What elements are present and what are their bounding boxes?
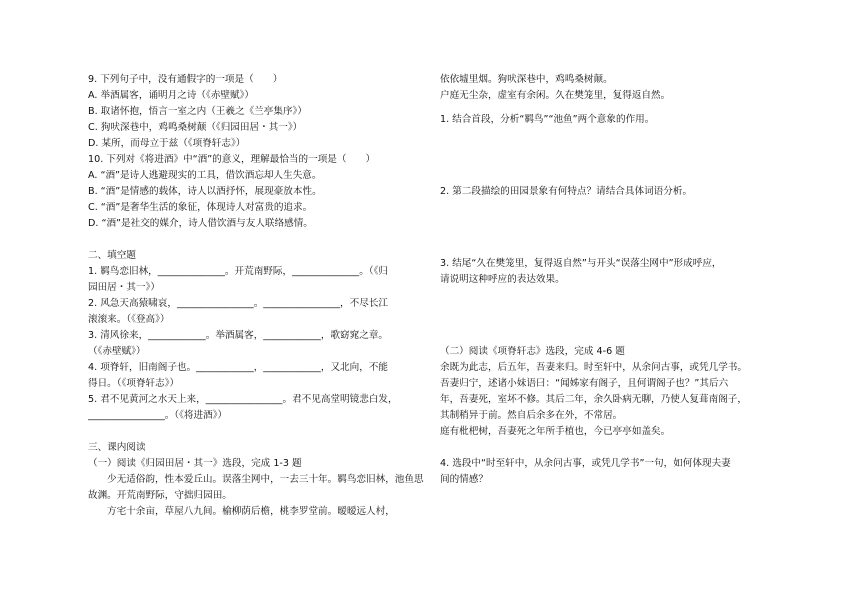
reading-1-title: （一）阅读《归园田居・其一》选段，完成 1-3 题 <box>88 458 302 469</box>
reading-2-line-1: 余既为此志，后五年，吾妻来归。时至轩中，从余问古事，或凭几学书。 <box>440 362 747 373</box>
reading-2-line-3: 年，吾妻死，室坏不修。其后二年，余久卧病无聊，乃使人复葺南阁子， <box>440 394 747 405</box>
reading-question-3-line-1: 3. 结尾“久在樊笼里，复得返自然”与开头“误落尘网中”形成呼应， <box>440 258 722 269</box>
q10-option-d: D. “酒”是社交的媒介，诗人借饮酒与友人联络感情。 <box>88 218 313 229</box>
fill-5-line-1: 5. 君不见黄河之水天上来，________________。君不见高堂明镜悲白发， <box>88 394 398 405</box>
left-column <box>88 72 426 520</box>
q9-option-c: C. 狗吠深巷中，鸡鸣桑树颠（《归园田居・其一》） <box>88 122 303 133</box>
section-2-title: 二、填空题 <box>88 250 136 261</box>
fill-2-line-2: 滚滚来。（《登高》） <box>88 314 170 325</box>
reading-question-3-line-2: 请说明这种呼应的表达效果。 <box>440 274 565 285</box>
q10-option-b: B. “酒”是情感的载体，诗人以酒抒怀，展现豪放本性。 <box>88 186 322 197</box>
fill-3-line-2: （《赤壁赋》） <box>88 346 146 357</box>
reading-2-line-5: 庭有枇杷树，吾妻死之年所手植也，今已亭亭如盖矣。 <box>440 426 671 437</box>
reading-question-1: 1. 结合首段，分析“羁鸟”“池鱼”两个意象的作用。 <box>440 114 655 125</box>
reading-1-paragraph-2: 方宅十余亩，草屋八九间。榆柳荫后檐，桃李罗堂前。暧暧远人村， <box>107 506 395 517</box>
question-10: 10. 下列对《将进酒》中“酒”的意义，理解最恰当的一项是（ ） <box>88 154 376 165</box>
q9-option-a: A. 举酒属客，诵明月之诗（《赤壁赋》） <box>88 90 254 101</box>
reading-question-4-line-1: 4. 选段中“时至轩中，从余问古事，或凭几学书”一句，如何体现夫妻 <box>440 458 731 469</box>
q10-option-a: A. “酒”是诗人逃避现实的工具，借饮酒忘却人生失意。 <box>88 170 322 181</box>
q10-option-c: C. “酒”是奢华生活的象征，体现诗人对富贵的追求。 <box>88 202 313 213</box>
question-9: 9. 下列句子中，没有通假字的一项是（ ） <box>88 74 283 85</box>
right-column <box>440 72 780 488</box>
reading-2-title: （二）阅读《项脊轩志》选段，完成 4-6 题 <box>440 346 625 357</box>
section-3-title: 三、课内阅读 <box>88 442 146 453</box>
fill-4-line-2: 得日。（《项脊轩志》） <box>88 378 180 389</box>
reading-2-line-4: 其制稍异于前。然自后余多在外，不常居。 <box>440 410 623 421</box>
q9-option-b: B. 取诸怀抱，悟言一室之内（王羲之《兰亭集序》） <box>88 106 307 117</box>
reading-1-paragraph-1: 少无适俗韵，性本爱丘山。误落尘网中，一去三十年。羁鸟恋旧林，池鱼思故渊。开荒南野际，守拙归园田。 <box>88 474 424 501</box>
poem-line-2: 户庭无尘杂，虚室有余闲。久在樊笼里，复得返自然。 <box>440 90 671 101</box>
poem-line-1: 依依墟里烟。狗吠深巷中，鸡鸣桑树颠。 <box>440 74 613 85</box>
reading-2-line-2: 吾妻归宁，述诸小妹语曰：“闻姊家有阁子，且何谓阁子也？”其后六 <box>440 378 729 389</box>
fill-1-line-2: 园田居・其一》） <box>88 282 160 293</box>
fill-2-line-1: 2. 风急天高猿啸哀，________________。________________，不尽长江 <box>88 298 389 309</box>
fill-3-line-1: 3. 清风徐来，____________。举酒属客，____________，歌窈窕之章。 <box>88 330 389 341</box>
fill-1-line-1: 1. 羁鸟恋旧林，______________。开荒南野际，______________。（《归 <box>88 266 389 277</box>
reading-question-4-line-2: 间的情感？ <box>440 474 488 485</box>
fill-5-line-2: ________________。（《将进酒》） <box>88 410 228 421</box>
reading-question-2: 2. 第二段描绘的田园景象有何特点？请结合具体词语分析。 <box>440 186 693 197</box>
fill-4-line-1: 4. 项脊轩，旧南阁子也。____________，____________，又北向，不能 <box>88 362 389 373</box>
q9-option-d: D. 某所，而母立于兹（《项脊轩志》） <box>88 138 246 149</box>
